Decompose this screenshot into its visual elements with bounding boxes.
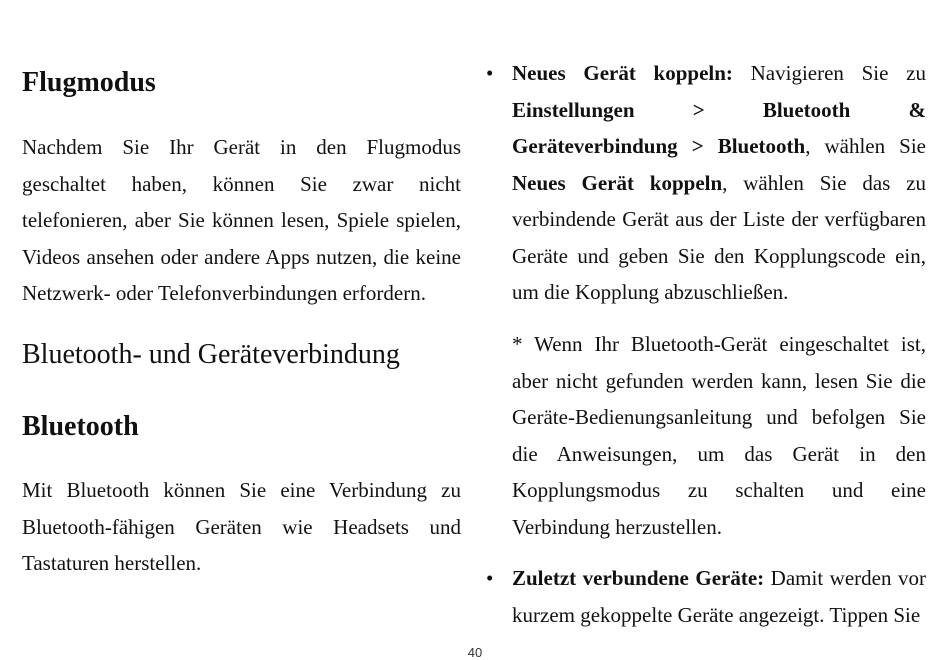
text-run: Navigieren Sie zu xyxy=(732,61,926,85)
bold-term: Neues Gerät koppeln: xyxy=(512,61,733,85)
heading-bluetooth-geraeteverbindung: Bluetooth- und Geräteverbindung xyxy=(22,339,400,370)
paragraph-flugmodus: Nachdem Sie Ihr Gerät in den Flugmodus geschaltet haben, können Sie zwar nicht telefonieren, aber Sie können lesen, Spiele spielen, Videos ansehen oder andere Apps nutzen, die keine Netzwerk- oder Telefonverbindungen erfordern. xyxy=(22,135,461,305)
bold-option: Neues Gerät koppeln xyxy=(512,170,723,195)
heading-bluetooth: Bluetooth xyxy=(22,411,139,442)
text-run: , wählen Sie xyxy=(805,134,926,158)
bold-term: Zuletzt verbundene Geräte: xyxy=(512,566,765,590)
note-paragraph: * Wenn Ihr Bluetooth-Gerät eingeschaltet ist, aber nicht gefunden werden kann, lesen Sie die Geräte-Bedienungsanleitung und befolgen Sie die Anweisungen, um das Gerät in den Kopplungsmodus zu schalten und eine Verbindung herzustellen. xyxy=(512,332,926,539)
text-run: Damit werden vor kurzem gekoppelte Geräte angezeigt. Tippen Sie xyxy=(512,566,926,627)
bullet-dot: • xyxy=(486,61,494,85)
list-item-text xyxy=(512,560,926,633)
list-item-neues-geraet xyxy=(486,55,926,311)
bullet-dot: • xyxy=(486,566,494,590)
list-item-text xyxy=(512,55,926,311)
bold-path: Einstellungen > Bluetooth & Geräteverbindung > Bluetooth xyxy=(512,97,926,158)
text-run: , wählen Sie das zu verbindende Gerät aus der Liste der verfügbaren Geräte und geben Sie den Kopplungscode ein, um die Kopplung abzuschließen. xyxy=(512,170,926,304)
paragraph-bluetooth: Mit Bluetooth können Sie eine Verbindung zu Bluetooth-fähigen Geräten wie Headsets und Tastaturen herstellen. xyxy=(22,478,461,575)
heading-flugmodus: Flugmodus xyxy=(22,67,156,98)
page-number: 40 xyxy=(467,645,483,660)
list-item-zuletzt-verbunden xyxy=(486,560,926,633)
